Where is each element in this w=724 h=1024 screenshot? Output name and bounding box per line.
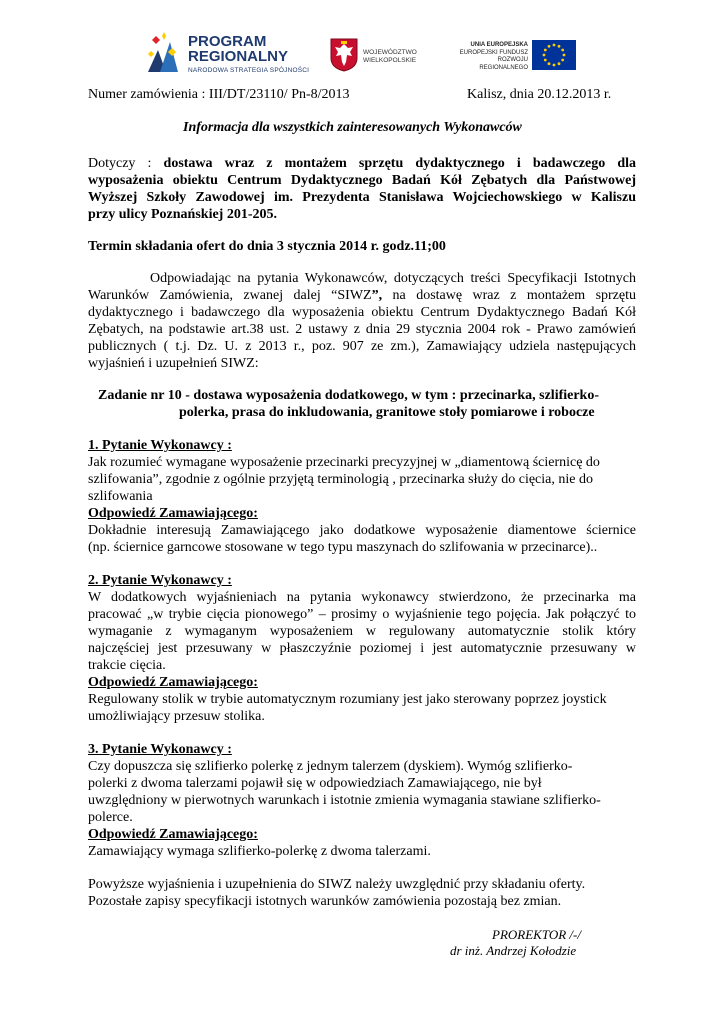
- q2-line-5: trakcie cięcia.: [88, 658, 166, 673]
- wielkopolskie-logo-text: [363, 49, 417, 65]
- q2-line-2: pracować „w trybie cięcia pionowego” – prosimy o wyjaśnienie tego pojęcia. Jak połączyć to: [88, 607, 636, 622]
- intro-line-2b: ”,: [371, 288, 383, 303]
- q1-line-1: Jak rozumieć wymagane wyposażenie przecinarki precyzyjnej w „diamentową ściernicę do: [88, 455, 600, 470]
- intro-line-1: Odpowiadając na pytania Wykonawców, dotyczących treści Specyfikacji Istotnych: [150, 271, 636, 286]
- intro-line-3: dydaktycznego i badawczego dla wyposażenia obiektu Centrum Dydaktycznego Badań Kół: [88, 305, 636, 320]
- intro-line-2: [88, 287, 636, 304]
- subject-line-1: [88, 155, 636, 172]
- q3-line-4: polerce.: [88, 810, 133, 825]
- wielkopolskie-line2: WIELKOPOLSKIE: [363, 57, 417, 64]
- eu-logo-text: [448, 42, 528, 72]
- signature-name: dr inż. Andrzej Kołodzie: [450, 943, 577, 958]
- eagle-shield-icon: [330, 38, 358, 72]
- closing-line-1: Powyższe wyjaśnienia i uzupełnienia do SIWZ należy uwzględnić przy składaniu oferty.: [88, 877, 586, 892]
- eu-logo: [448, 40, 578, 80]
- intro-line-2a: Warunków Zamówienia, zwanej dalej “SIWZ: [88, 288, 372, 303]
- closing-line-2: Pozostałe zapisy specyfikacji istotnych warunków zamówienia pozostają bez zmian.: [88, 894, 562, 909]
- task-line-1: Zadanie nr 10 - dostawa wyposażenia dodatkowego, w tym : przecinarka, szlifierko-: [98, 388, 600, 403]
- signature-role: PROREKTOR /-/: [492, 927, 581, 942]
- q2-answer-line-1: Regulowany stolik w trybie automatycznym rozumiany jest jako sterowany poprzez joystick: [88, 692, 607, 707]
- subject-line-2: wyposażenia obiektu Centrum Dydaktycznego Badań Kół Zębatych dla Państwowej: [88, 173, 636, 188]
- q2-answer-heading: Odpowiedź Zamawiającego:: [88, 675, 258, 690]
- task-line-2: polerka, prasa do inkludowania, granitowe stoły pomiarowe i robocze: [179, 405, 595, 420]
- program-logo-line2: REGIONALNY: [188, 48, 289, 65]
- q1-answer-line-1: Dokładnie interesują Zamawiającego jako dodatkowe wyposażenie diamentowe ściernice: [88, 523, 636, 538]
- intro-line-6: wyjaśnień i uzupełnień SIWZ:: [88, 356, 259, 371]
- q2-line-4: najczęściej jest przesuwany w płaszczyźnie poziomej i jest automatycznie przesuwany w: [88, 641, 636, 656]
- eu-line1: UNIA EUROPEJSKA: [470, 42, 528, 48]
- q2-line-1: W dodatkowych wyjaśnieniach na pytania wykonawcy stwierdzono, że przecinarka ma: [88, 590, 636, 605]
- subject-prefix: Dotyczy :: [88, 156, 164, 171]
- eu-flag-icon: [532, 40, 576, 70]
- q3-line-1: Czy dopuszcza się szlifierko polerkę z jednym talerzem (dyskiem). Wymóg szlifierko-: [88, 759, 573, 774]
- subject-bold: dostawa wraz z montażem sprzętu dydaktycznego i badawczego dla: [163, 156, 636, 171]
- q2-answer-line-2: umożliwiający przesuw stolika.: [88, 709, 265, 724]
- q1-answer-line-2: (np. ściernice garncowe stosowane w tego typu maszynach do szlifowania w przecinarce)..: [88, 540, 598, 555]
- q3-answer-line-1: Zamawiający wymaga szlifierko-polerkę z dwoma talerzami.: [88, 844, 431, 859]
- q3-heading: 3. Pytanie Wykonawcy :: [88, 742, 232, 757]
- program-logo-line1: PROGRAM: [188, 33, 267, 50]
- wielkopolskie-logo: [330, 38, 430, 78]
- q1-answer-heading: Odpowiedź Zamawiającego:: [88, 506, 258, 521]
- eu-line3: ROZWOJU REGIONALNEGO: [479, 57, 528, 71]
- q1-heading: 1. Pytanie Wykonawcy :: [88, 438, 232, 453]
- deadline: Termin składania ofert do dnia 3 stycznia 2014 r. godz.11;00: [88, 239, 446, 254]
- intro-line-2c: na dostawę wraz z montażem sprzętu: [382, 288, 637, 303]
- wielkopolskie-line1: WOJEWÓDZTWO: [363, 49, 417, 56]
- q1-line-3: szlifowania: [88, 489, 153, 504]
- program-logo-line3: NARODOWA STRATEGIA SPÓJNOŚCI: [188, 67, 310, 74]
- subject-line-4: przy ulicy Poznańskiej 201-205.: [88, 207, 277, 222]
- eu-line2: EUROPEJSKI FUNDUSZ: [459, 49, 528, 56]
- place-date: Kalisz, dnia 20.12.2013 r.: [467, 87, 612, 102]
- q2-heading: 2. Pytanie Wykonawcy :: [88, 573, 232, 588]
- q2-line-3: wymaganie z wymaganym wyposażeniem w regulowany automatycznie stolik który: [88, 624, 636, 639]
- subject-line-3: Wyższej Szkoły Zawodowej im. Prezydenta Stanisława Wojciechowskiego w Kaliszu: [88, 190, 636, 205]
- q1-line-2: szlifowania”, zgodnie z ogólnie przyjętą terminologią , przecinarka służy do cięcia, nie do: [88, 472, 593, 487]
- program-regionalny-logo: [146, 32, 316, 80]
- q3-line-3: uwzględniony w pierwotnych warunkach i istotnie zmienia wymagania stawiane szlifierko-: [88, 793, 601, 808]
- q3-answer-heading: Odpowiedź Zamawiającego:: [88, 827, 258, 842]
- intro-line-5: publicznych ( t.j. Dz. U. z 2013 r., poz. 907 ze zm.), Zamawiający udziela następujących: [88, 339, 636, 354]
- intro-line-4: Zębatych, na podstawie art.38 ust. 2 ustawy z dnia 29 stycznia 2004 rok - Prawo zamówień: [88, 322, 636, 337]
- q3-line-2: polerki z dwoma talerzami pojawił się w odpowiedziach Zamawiającego, nie był: [88, 776, 542, 791]
- logo-strip: [0, 28, 724, 80]
- document-title: Informacja dla wszystkich zainteresowanych Wykonawców: [183, 120, 522, 135]
- order-number: Numer zamówienia : III/DT/23110/ Pn-8/2013: [88, 87, 350, 102]
- program-regionalny-flag-icon: [146, 32, 180, 76]
